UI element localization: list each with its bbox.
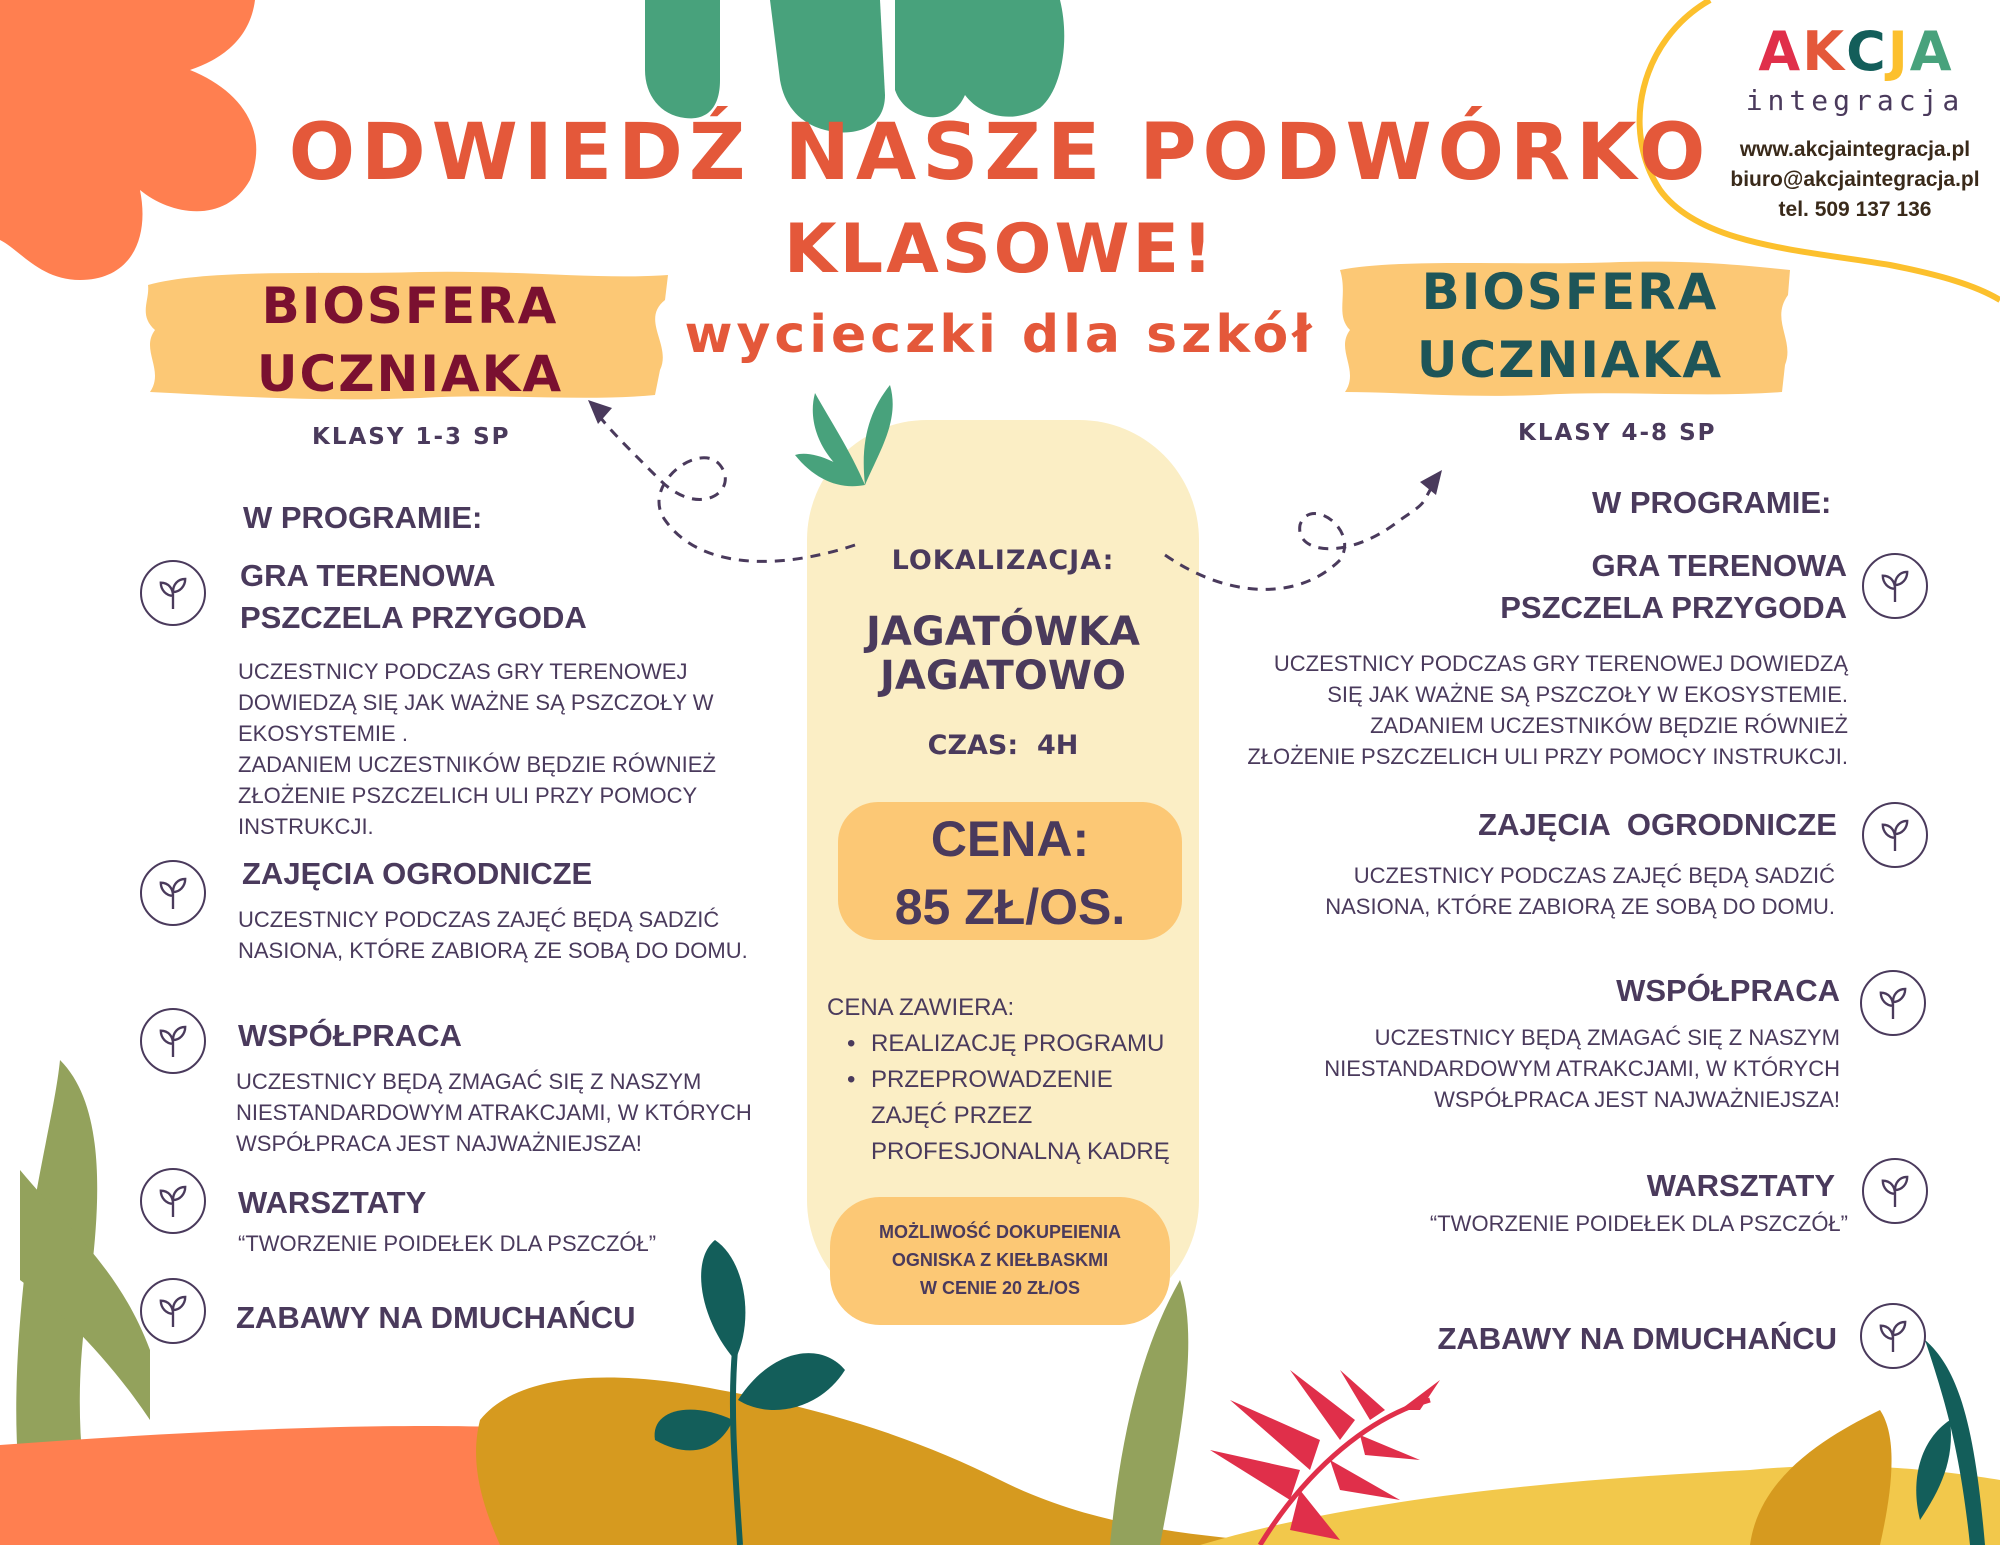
right-item-1-desc-line: ZŁOŻENIE PSZCZELICH ULI PRZY POMOCY INSTRUKCJI. <box>1247 744 1848 769</box>
left-item-1-title <box>240 555 587 639</box>
sprout-icon <box>140 1278 206 1344</box>
bullet-2-cont: ZAJĘĆ PRZEZ <box>871 1102 1033 1129</box>
right-item-1-desc-line: UCZESTNICY PODCZAS GRY TERENOWEJ DOWIEDZĄ <box>1273 651 1848 676</box>
right-item-2-title: ZAJĘCIA OGRODNICZE <box>1478 807 1837 842</box>
right-item-1-title-line1: GRA TERENOWA <box>1591 548 1847 583</box>
title-line-3: wycieczki dla szkół <box>684 305 1316 365</box>
sprout-icon <box>140 1168 206 1234</box>
price-includes-list <box>827 1026 1207 1170</box>
right-item-1-title <box>1500 545 1847 629</box>
left-w-programie: W PROGRAMIE: <box>243 500 483 535</box>
dashed-arrow-right <box>1165 482 1435 589</box>
extra-line2: OGNISKA Z KIEŁBASKMI <box>891 1250 1109 1270</box>
price-label: CENA: <box>930 811 1090 867</box>
cactus-left <box>645 0 720 118</box>
logo <box>1730 22 1980 117</box>
right-biosfera-title <box>1350 258 1790 394</box>
contact-www[interactable]: www.akcjaintegracja.pl <box>1739 138 1971 161</box>
right-item-1-title-line2: PSZCZELA PRZYGODA <box>1500 590 1847 625</box>
right-item-2-desc-line: NASIONA, KTÓRE ZABIORĄ ZE SOBĄ DO DOMU. <box>1325 894 1835 919</box>
left-item-3-desc-line: UCZESTNICY BĘDĄ ZMAGAĆ SIĘ Z NASZYM <box>236 1069 702 1094</box>
right-item-3-desc-line: NIESTANDARDOWYM ATRAKCJAMI, W KTÓRYCH <box>1324 1056 1840 1081</box>
sprout-icon <box>1862 553 1928 619</box>
price-text <box>838 805 1182 941</box>
right-item-5-title: ZABAWY NA DMUCHAŃCU <box>1437 1321 1837 1356</box>
teal-plant-leaf-1 <box>701 1240 745 1360</box>
bullet-1-text: REALIZACJĘ PROGRAMU <box>871 1030 1165 1057</box>
logo-letter-a2: A <box>1909 20 1952 83</box>
sprout-icon <box>1862 1158 1928 1224</box>
left-item-3-desc <box>236 1066 752 1159</box>
left-item-2-title: ZAJĘCIA OGRODNICZE <box>242 856 593 891</box>
bullet-2-cont2: PROFESJONALNĄ KADRĘ <box>871 1138 1170 1165</box>
left-biosfera-title <box>170 272 650 408</box>
left-klasy: KLASY 1-3 SP <box>312 424 511 450</box>
place-line2: JAGATOWO <box>880 653 1126 699</box>
extra-offer-text <box>830 1218 1170 1302</box>
right-bio-line1: BIOSFERA <box>1421 263 1719 321</box>
left-item-3-desc-line: WSPÓŁPRACA JEST NAJWAŻNIEJSZA! <box>236 1131 642 1156</box>
bullet-2-text: PRZEPROWADZENIE <box>871 1066 1113 1093</box>
left-item-2-desc <box>238 904 748 966</box>
right-bio-line2: UCZNIAKA <box>1416 331 1724 389</box>
left-item-1-desc-line: UCZESTNICY PODCZAS GRY TERENOWEJ <box>238 659 688 684</box>
bullet-dot: • <box>847 1066 856 1093</box>
left-item-1-desc-line: DOWIEDZĄ SIĘ JAK WAŻNE SĄ PSZCZOŁY W <box>238 690 714 715</box>
left-item-1-desc <box>238 656 716 842</box>
right-item-1-desc-line: ZADANIEM UCZESTNIKÓW BĘDZIE RÓWNIEŻ <box>1370 713 1848 738</box>
title-line-1: ODWIEDŹ NASZE PODWÓRKO <box>288 108 1712 198</box>
logo-subtitle: integracja <box>1745 84 1965 117</box>
logo-letter-a: A <box>1758 20 1801 83</box>
right-item-2-desc-line: UCZESTNICY PODCZAS ZAJĘĆ BĘDĄ SADZIĆ <box>1353 863 1835 888</box>
contact-phone: tel. 509 137 136 <box>1778 198 1932 221</box>
sprout-icon <box>1860 970 1926 1036</box>
logo-letter-c: C <box>1846 20 1886 83</box>
right-klasy: KLASY 4-8 SP <box>1518 420 1717 446</box>
left-item-1-title-line1: GRA TERENOWA <box>240 558 496 593</box>
right-item-4-desc: “TWORZENIE POIDEŁEK DLA PSZCZÓŁ” <box>1429 1211 1848 1236</box>
left-bio-line1: BIOSFERA <box>261 277 559 335</box>
left-item-3-title: WSPÓŁPRACA <box>238 1018 462 1053</box>
sprout-icon <box>1860 1303 1926 1369</box>
lokalizacja-label: LOKALIZACJA: <box>891 545 1115 576</box>
extra-line3: W CENIE 20 ZŁ/OS <box>919 1278 1081 1298</box>
logo-letter-k: K <box>1802 20 1845 83</box>
left-item-2-desc-line: NASIONA, KTÓRE ZABIORĄ ZE SOBĄ DO DOMU. <box>238 938 748 963</box>
right-item-3-desc-line: UCZESTNICY BĘDĄ ZMAGAĆ SIĘ Z NASZYM <box>1374 1025 1840 1050</box>
price-value: 85 ZŁ/OS. <box>894 879 1126 935</box>
contact-email[interactable]: biuro@akcjaintegracja.pl <box>1730 168 1980 191</box>
right-item-3-desc <box>1324 1022 1840 1115</box>
left-item-1-desc-line: ZADANIEM UCZESTNIKÓW BĘDZIE RÓWNIEŻ <box>238 752 716 777</box>
price-includes-label: CENA ZAWIERA: <box>827 994 1015 1021</box>
left-item-1-title-line2: PSZCZELA PRZYGODA <box>240 600 587 635</box>
left-item-1-desc-line: ZŁOŻENIE PSZCZELICH ULI PRZY POMOCY <box>238 783 698 808</box>
sprout-icon <box>1862 802 1928 868</box>
right-item-1-desc <box>1247 648 1848 772</box>
left-item-1-desc-line: INSTRUKCJI. <box>238 814 374 839</box>
right-item-2-desc <box>1325 860 1835 922</box>
left-item-4-desc: “TWORZENIE POIDEŁEK DLA PSZCZÓŁ” <box>238 1231 657 1256</box>
sprout-icon <box>140 860 206 926</box>
title-line-2: KLASOWE! <box>784 210 1216 289</box>
sprout-icon <box>140 560 206 626</box>
left-item-2-desc-line: UCZESTNICY PODCZAS ZAJĘĆ BĘDĄ SADZIĆ <box>238 907 720 932</box>
cactus-right <box>895 0 1064 117</box>
bullet-1 <box>827 1026 1207 1062</box>
logo-letter-j: J <box>1887 20 1908 83</box>
bullet-2 <box>827 1062 1207 1098</box>
left-item-5-title: ZABAWY NA DMUCHAŃCU <box>236 1300 636 1335</box>
right-item-3-title: WSPÓŁPRACA <box>1616 973 1840 1008</box>
bullet-dot: • <box>847 1030 856 1057</box>
sprout-icon <box>140 1008 206 1074</box>
logo-mark <box>1730 22 1980 82</box>
right-item-3-desc-line: WSPÓŁPRACA JEST NAJWAŻNIEJSZA! <box>1434 1087 1840 1112</box>
left-item-4-title: WARSZTATY <box>238 1185 427 1220</box>
teal-plant-leaf-2 <box>738 1353 845 1410</box>
extra-line1: MOŻLIWOŚĆ DOKUPEIENIA <box>879 1222 1121 1242</box>
left-bio-line2: UCZNIAKA <box>256 345 564 403</box>
left-item-3-desc-line: NIESTANDARDOWYM ATRAKCJAMI, W KTÓRYCH <box>236 1100 752 1125</box>
place-name <box>808 610 1198 698</box>
right-item-1-desc-line: SIĘ JAK WAŻNE SĄ PSZCZOŁY W EKOSYSTEMIE. <box>1327 682 1848 707</box>
right-item-4-title: WARSZTATY <box>1646 1168 1835 1203</box>
left-item-1-desc-line: EKOSYSTEMIE . <box>238 721 408 746</box>
place-line1: JAGATÓWKA <box>866 609 1140 655</box>
right-w-programie: W PROGRAMIE: <box>1592 485 1832 520</box>
czas-label: CZAS: 4H <box>927 730 1079 761</box>
